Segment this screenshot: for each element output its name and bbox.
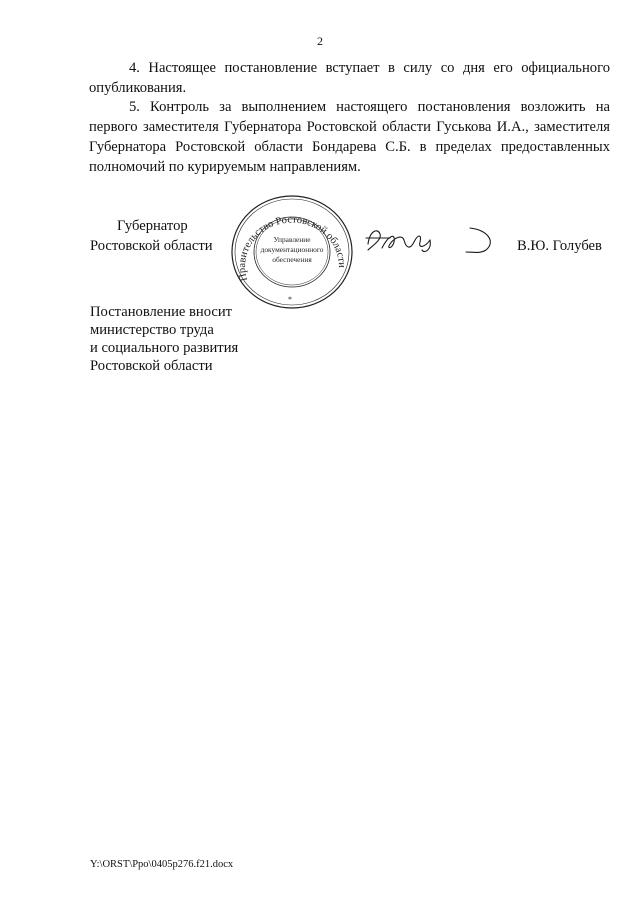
signatory-position	[90, 216, 213, 256]
paragraph-4: 4. Настоящее постановление вступает в силу со дня его официального опубликования.	[89, 60, 610, 96]
handwritten-signature	[360, 224, 500, 256]
submission-note-line1: Постановление вносит	[90, 304, 233, 320]
official-seal-stamp	[228, 192, 356, 312]
submission-note	[90, 303, 238, 375]
signatory-position-line1: Губернатор	[117, 218, 188, 234]
seal-star: *	[288, 295, 292, 304]
submission-note-line3: и социального развития	[90, 340, 239, 356]
signatory-position-line2: Ростовской области	[90, 238, 213, 254]
seal-outer-text: Правительство Ростовской области	[236, 214, 348, 283]
submission-note-line4: Ростовской области	[90, 358, 213, 374]
seal-inner-line1: Управление	[273, 235, 311, 244]
seal-inner-line3: обеспечения	[272, 255, 312, 264]
paragraph-5: 5. Контроль за выполнением настоящего постановления возложить на первого заместителя Губернатора Ростовской области Гуськова И.А., заместителя Губернатора Ростовской области Бондарева С.Б. в пределах предоставленных полномочий по курируемым направлениям.	[89, 99, 610, 175]
file-path-footer: Y:\ORST\Ppo\0405p276.f21.docx	[90, 859, 234, 870]
signatory-name: В.Ю. Голубев	[517, 238, 602, 254]
submission-note-line2: министерство труда	[90, 322, 214, 338]
page-number: 2	[317, 34, 323, 48]
seal-inner-line2: документационного	[260, 245, 324, 254]
